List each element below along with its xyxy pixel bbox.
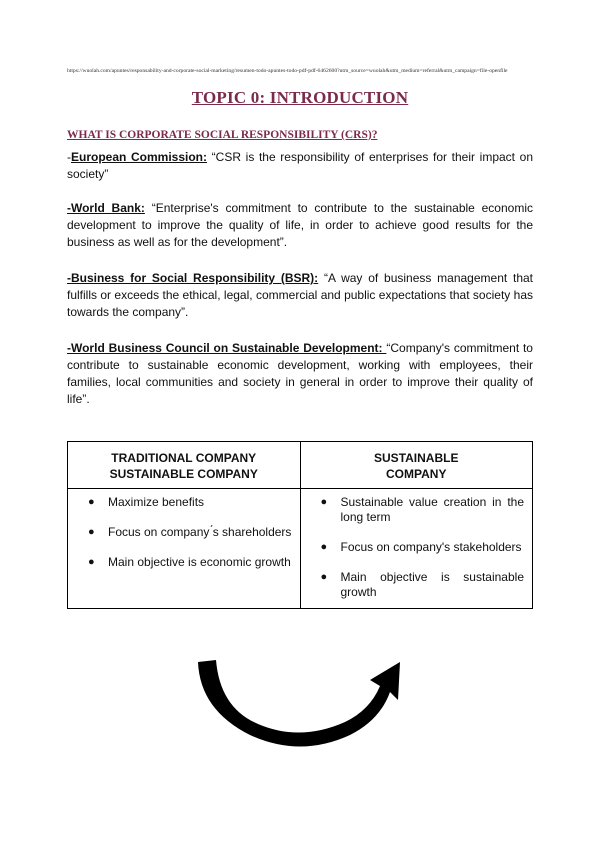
list-item: ● Main objective is economic growth bbox=[88, 555, 291, 569]
list-item: ● Main objective is sustainable growth bbox=[320, 570, 524, 599]
bullet-icon: ● bbox=[88, 496, 95, 508]
header-line: COMPANY bbox=[386, 467, 447, 481]
section-subtitle: WHAT IS CORPORATE SOCIAL RESPONSIBILITY (CRS)? bbox=[67, 129, 378, 141]
bullet-icon: ● bbox=[320, 541, 328, 553]
definition-source: -World Business Council on Sustainable Development: bbox=[67, 341, 387, 355]
definition-world-bank bbox=[67, 200, 533, 251]
list-item: ● Sustainable value creation in the long term bbox=[320, 495, 524, 524]
definition-text: “CSR is the responsibility of enterprises for their impact on society” bbox=[67, 150, 534, 181]
bullet-icon: ● bbox=[320, 571, 328, 583]
list-item: ● Maximize benefits bbox=[88, 495, 205, 509]
definition-text: “Company's commitment to contribute to sustainable economic development, working with employees, their families, local communities and society in general in order to improve their quality of life”. bbox=[67, 341, 533, 406]
definition-european-commission bbox=[67, 149, 533, 183]
bullet-icon: ● bbox=[88, 556, 95, 568]
source-url[interactable]: https://wuolah.com/apuntes/responsability-and-corporate-social-marketing/resumen-todo-apuntes-todo-pdf-pdf-6462600?utm_source=wuolah&utm_medium=referral&utm_campaign=file-openfile bbox=[67, 68, 508, 74]
curved-arrow-icon bbox=[190, 650, 410, 760]
list-item: ● Focus on company's stakeholders bbox=[320, 540, 522, 554]
page-title: TOPIC 0: INTRODUCTION bbox=[191, 88, 409, 107]
bullet-icon: ● bbox=[88, 526, 95, 538]
traditional-column bbox=[68, 489, 301, 609]
header-line: SUSTAINABLE bbox=[374, 451, 459, 465]
table-header-traditional bbox=[68, 442, 301, 489]
definition-text: “A way of business management that fulfills or exceeds the ethical, legal, commercial and public expectations that society has towards the company”. bbox=[67, 271, 534, 319]
bullet-icon: ● bbox=[320, 496, 328, 508]
definition-source: -World Bank: bbox=[67, 201, 145, 215]
definition-text: “Enterprise's commitment to contribute to the sustainable economic development to improve the quality of life, in order to achieve good results for the business as well as for the development”. bbox=[67, 201, 533, 249]
comparison-table bbox=[67, 441, 533, 609]
definition-source: -Business for Social Responsibility (BSR): bbox=[67, 271, 319, 285]
definition-bsr bbox=[67, 270, 533, 321]
sustainable-column bbox=[300, 489, 533, 609]
definition-wbcsd bbox=[67, 340, 533, 408]
header-line: TRADITIONAL COMPANY bbox=[111, 451, 257, 465]
definition-source: European Commission: bbox=[71, 150, 208, 164]
header-line: SUSTAINABLE COMPANY bbox=[109, 467, 258, 481]
list-item: ● Focus on company ́s shareholders bbox=[88, 525, 292, 539]
table-header-sustainable bbox=[300, 442, 533, 489]
definition-prefix: - bbox=[67, 150, 71, 164]
